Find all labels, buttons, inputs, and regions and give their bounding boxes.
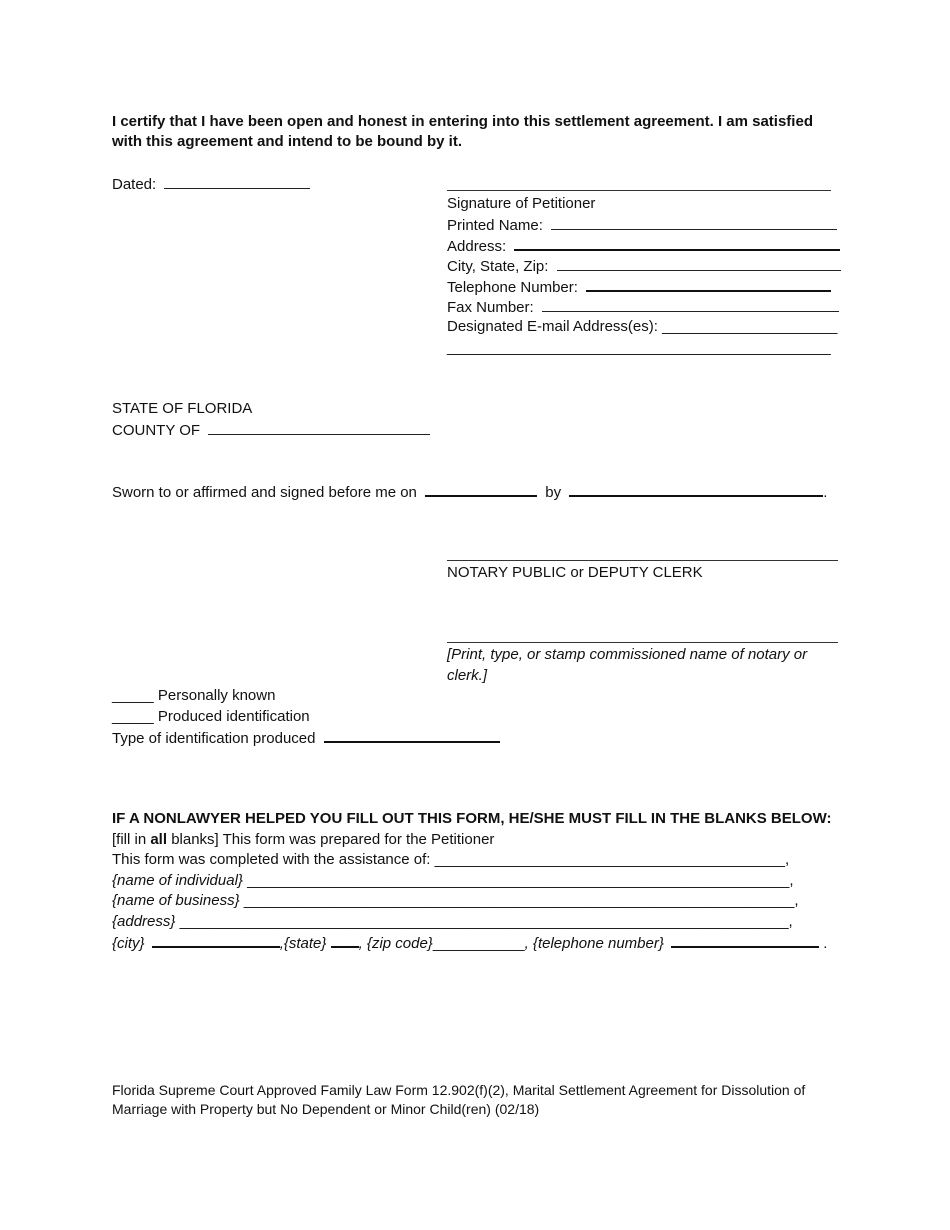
nonlawyer-address-field[interactable]: _________________________________________________________________________, [179,913,793,930]
address-field[interactable] [514,235,840,251]
name-business-field[interactable]: __________________________________________________________________, [243,892,799,909]
city-state-zip-phone-row [112,932,827,954]
footer-line-1: Florida Supreme Court Approved Family Law Form 12.902(f)(2), Marital Settlement Agreement for Dissolution of [112,1082,806,1098]
name-individual-field[interactable]: _________________________________________________________________, [247,872,794,889]
type-id-label: Type of identification produced [112,730,316,747]
signature-of-petitioner-label: Signature of Petitioner [447,195,596,212]
nonlawyer-heading: IF A NONLAWYER HELPED YOU FILL OUT THIS FORM, HE/SHE MUST FILL IN THE BLANKS BELOW: [112,810,832,827]
nonlawyer-zip-label: , {zip code} [358,935,433,952]
email-field[interactable]: _____________________ [662,318,838,335]
sworn-row [112,481,827,503]
nonlawyer-city-field[interactable] [152,932,280,948]
nonlawyer-telephone-field[interactable] [671,932,819,948]
sworn-text: Sworn to or affirmed and signed before me on [112,484,417,501]
state-label: STATE OF FLORIDA [112,400,253,417]
fax-row [447,297,839,318]
telephone-field[interactable] [586,276,831,292]
dated-label: Dated: [112,176,157,193]
produced-identification[interactable]: _____ Produced identification [112,708,310,725]
printed-name-field[interactable] [551,215,837,230]
type-id-field[interactable] [324,727,500,743]
address-label: Address: [447,238,507,255]
city-state-zip-row [447,256,841,277]
footer-line-2: Marriage with Property but No Dependent or Minor Child(ren) (02/18) [112,1101,540,1117]
nonlawyer-state-field[interactable] [331,932,359,948]
printed-name-row [447,215,837,236]
printed-name-label: Printed Name: [447,217,543,234]
type-id-row [112,727,500,749]
petitioner-signature-line[interactable] [447,190,831,191]
certification-line-2: with this agreement and intend to be bound by it. [112,133,463,150]
nonlawyer-telephone-label: , {telephone number} [524,935,664,952]
name-business-row [112,891,799,911]
sworn-name-field[interactable] [569,481,823,497]
sworn-by-label: by [545,484,562,501]
county-label: COUNTY OF [112,422,201,439]
email-label: Designated E-mail Address(es): [447,318,658,335]
name-business-label: {name of business} [112,892,240,909]
city-state-zip-field[interactable] [557,256,841,271]
name-individual-row [112,871,794,891]
print-name-line-2: clerk.] [447,667,488,684]
telephone-row [447,276,831,298]
name-individual-label: {name of individual} [112,872,243,889]
nonlawyer-address-label: {address} [112,913,176,930]
print-name-line-1: [Print, type, or stamp commissioned name of notary or [447,646,808,663]
certification-line-1: I certify that I have been open and honest in entering into this settlement agreement. I am satisfied [112,113,813,130]
dated-row [112,174,310,195]
dated-field[interactable] [164,174,310,189]
fax-field[interactable] [542,297,839,312]
telephone-label: Telephone Number: [447,279,578,296]
notary-name-line[interactable] [447,642,838,643]
fill-in-row [112,830,494,850]
fax-label: Fax Number: [447,299,534,316]
completed-with-line[interactable]: This form was completed with the assistance of: __________________________________________, [112,851,790,868]
city-state-zip-label: City, State, Zip: [447,258,549,275]
county-row [112,420,430,441]
fill-in-bold: all [150,831,168,848]
sworn-date-field[interactable] [425,481,537,497]
nonlawyer-state-label: ,{state} [279,935,327,952]
fill-in-pre: [fill in [112,831,151,848]
personally-known[interactable]: _____ Personally known [112,687,276,704]
address-row-nonlawyer [112,912,793,932]
fill-in-post: blanks] This form was prepared for the Petitioner [167,831,495,848]
nonlawyer-zip-field[interactable]: ___________ [432,935,525,952]
county-field[interactable] [208,420,430,435]
notary-signature-line[interactable] [447,560,838,561]
nonlawyer-city-label: {city} [112,935,145,952]
address-row [447,235,840,257]
nonlawyer-end-dot: . [823,935,828,952]
email-row [447,317,837,337]
notary-label: NOTARY PUBLIC or DEPUTY CLERK [447,564,703,581]
sworn-end: . [823,484,828,501]
email-field-2[interactable]: ______________________________________________ [447,339,831,356]
